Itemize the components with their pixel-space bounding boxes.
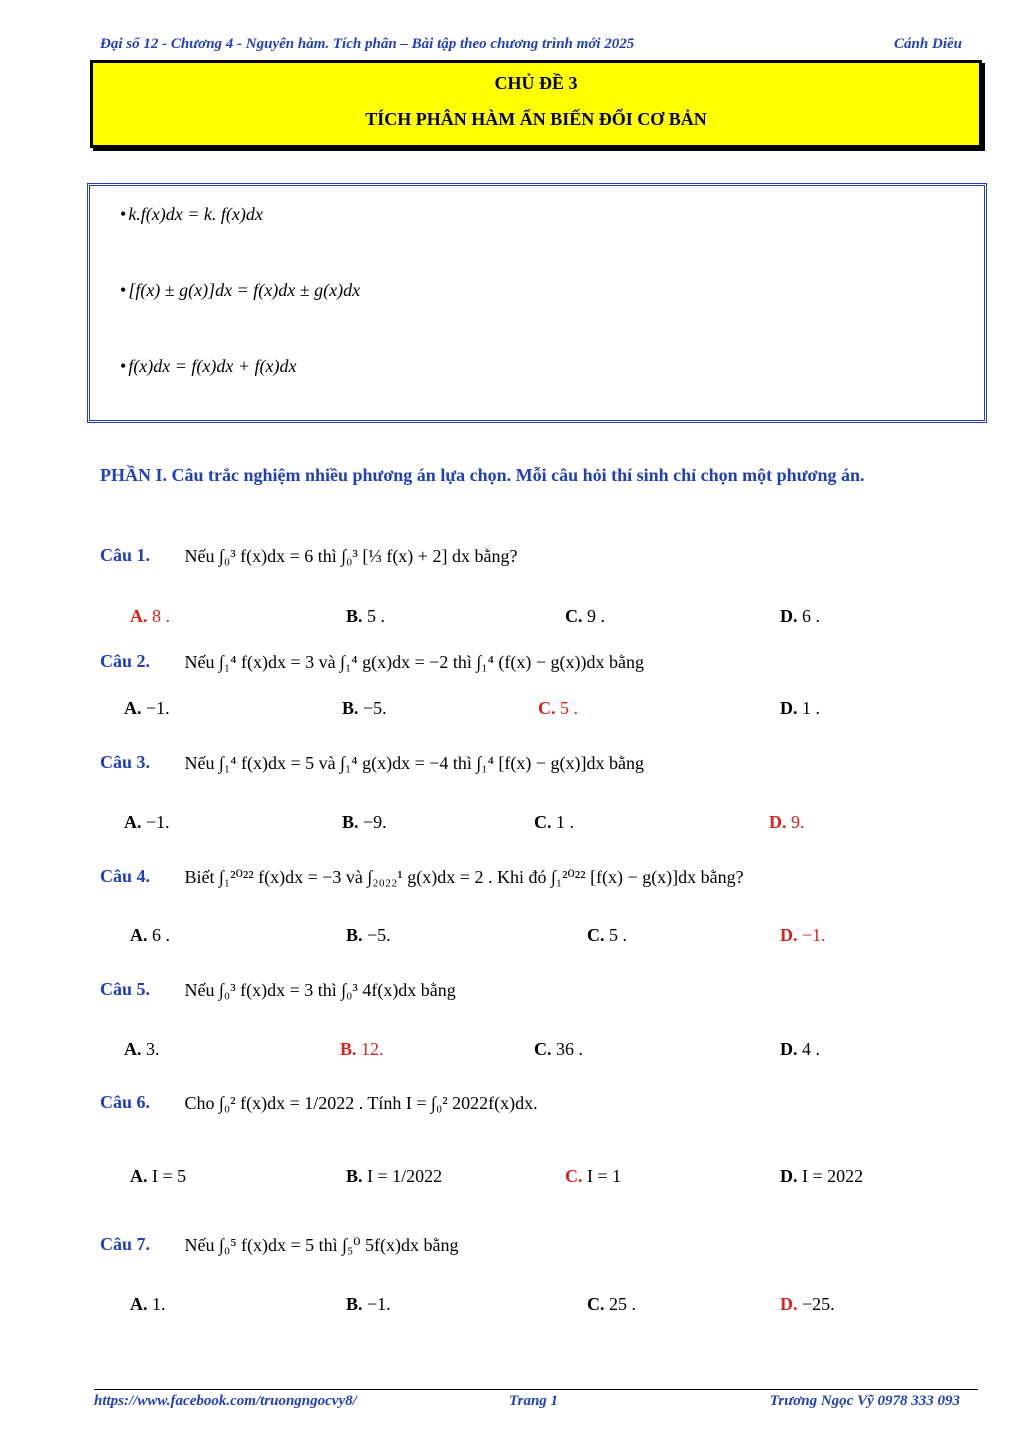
topic-title: TÍCH PHÂN HÀM ẨN BIẾN ĐỔI CƠ BẢN xyxy=(365,109,707,129)
question-number: Câu 2. xyxy=(100,651,151,671)
question xyxy=(100,651,960,701)
option-a: A. 1. xyxy=(130,1294,166,1314)
options-row xyxy=(100,698,960,724)
page-number: Trang 1 xyxy=(509,1393,559,1409)
question-number: Câu 5. xyxy=(100,979,151,999)
option-a: A. 6 . xyxy=(130,925,170,945)
page-footer xyxy=(94,1393,978,1417)
question xyxy=(100,979,960,1029)
option-b: B. −1. xyxy=(346,1294,391,1314)
options-row xyxy=(100,1039,960,1065)
author-contact: Trương Ngọc Vỹ 0978 333 093 xyxy=(769,1393,960,1409)
options-row xyxy=(100,925,960,951)
question-text: Nếu ∫₀⁵ f(x)dx = 5 thì ∫₅⁰ 5f(x)dx bằng xyxy=(184,1235,459,1256)
topic-title-box xyxy=(90,60,982,148)
formula-text: f(x)dx = f(x)dx + f(x)dx xyxy=(128,356,297,376)
option-b: B. 12. xyxy=(340,1039,384,1059)
question-text: Nếu ∫₀³ f(x)dx = 3 thì ∫₀³ 4f(x)dx bằng xyxy=(184,980,456,1001)
option-c: C. 1 . xyxy=(534,812,574,832)
options-row xyxy=(100,606,960,632)
option-c: C. 9 . xyxy=(565,606,605,626)
option-d: D. −1. xyxy=(780,925,826,945)
bullet-icon: • xyxy=(120,356,127,376)
bullet-icon: • xyxy=(120,204,127,224)
question-number: Câu 6. xyxy=(100,1092,151,1112)
options-row xyxy=(100,1294,960,1320)
topic-number: CHỦ ĐỀ 3 xyxy=(494,73,578,93)
header-left: Đại số 12 - Chương 4 - Nguyên hàm. Tích phân – Bài tập theo chương trình mới 2025 xyxy=(100,36,635,52)
formula-text: [f(x) ± g(x)]dx = f(x)dx ± g(x)dx xyxy=(128,280,361,300)
option-a: A. −1. xyxy=(124,812,170,832)
question xyxy=(100,1234,960,1284)
option-c: C. 5 . xyxy=(587,925,627,945)
option-b: B. 5 . xyxy=(346,606,386,626)
option-b: B. −9. xyxy=(342,812,387,832)
options-row xyxy=(100,812,960,838)
facebook-link[interactable]: https://www.facebook.com/truongngocvy8/ xyxy=(94,1393,357,1409)
formula-box xyxy=(87,183,987,423)
option-a: A. 3. xyxy=(124,1039,160,1059)
option-d: D. 1 . xyxy=(780,698,820,718)
footer-divider xyxy=(94,1389,978,1390)
option-d: D. I = 2022 xyxy=(780,1166,864,1186)
option-b: B. −5. xyxy=(342,698,387,718)
question xyxy=(100,752,960,802)
option-b: B. −5. xyxy=(346,925,391,945)
question-text: Nếu ∫₀³ f(x)dx = 6 thì ∫₀³ [⅓ f(x) + 2] dx bằng? xyxy=(184,546,518,567)
question-number: Câu 3. xyxy=(100,752,151,772)
option-c: C. 36 . xyxy=(534,1039,583,1059)
question-text: Cho ∫₀² f(x)dx = 1/2022 . Tính I = ∫₀² 2022f(x)dx. xyxy=(184,1093,538,1114)
options-row xyxy=(100,1166,960,1192)
formula-text: k.f(x)dx = k. f(x)dx xyxy=(128,204,263,224)
question xyxy=(100,1092,960,1142)
question-text: Biết ∫₁²⁰²² f(x)dx = −3 và ∫₂₀₂₂¹ g(x)dx = 2 . Khi đó ∫₁²⁰²² [f(x) − g(x)]dx bằng? xyxy=(184,867,744,888)
option-d: D. −25. xyxy=(780,1294,835,1314)
bullet-icon: • xyxy=(120,280,127,300)
option-c: C. 25 . xyxy=(587,1294,636,1314)
option-b: B. I = 1/2022 xyxy=(346,1166,443,1186)
option-d: D. 4 . xyxy=(780,1039,820,1059)
question-number: Câu 1. xyxy=(100,545,151,565)
formula-row xyxy=(120,356,297,426)
option-a: A. I = 5 xyxy=(130,1166,187,1186)
header-right: Cánh Diều xyxy=(894,36,962,52)
section-heading: PHẦN I. Câu trắc nghiệm nhiều phương án lựa chọn. Mỗi câu hỏi thí sinh chỉ chọn một phương án. xyxy=(100,465,865,485)
question-number: Câu 7. xyxy=(100,1234,151,1254)
question-text: Nếu ∫₁⁴ f(x)dx = 5 và ∫₁⁴ g(x)dx = −4 thì ∫₁⁴ [f(x) − g(x)]dx bằng xyxy=(184,753,644,774)
option-a: A. −1. xyxy=(124,698,170,718)
option-d: D. 9. xyxy=(769,812,805,832)
question xyxy=(100,866,960,916)
question xyxy=(100,545,960,595)
option-d: D. 6 . xyxy=(780,606,820,626)
formula-row xyxy=(120,204,263,274)
question-number: Câu 4. xyxy=(100,866,151,886)
question-text: Nếu ∫₁⁴ f(x)dx = 3 và ∫₁⁴ g(x)dx = −2 thì ∫₁⁴ (f(x) − g(x))dx bằng xyxy=(184,652,644,673)
option-c: C. I = 1 xyxy=(565,1166,622,1186)
option-a: A. 8 . xyxy=(130,606,170,626)
formula-row xyxy=(120,280,360,350)
option-c: C. 5 . xyxy=(538,698,578,718)
page-header xyxy=(100,36,962,58)
